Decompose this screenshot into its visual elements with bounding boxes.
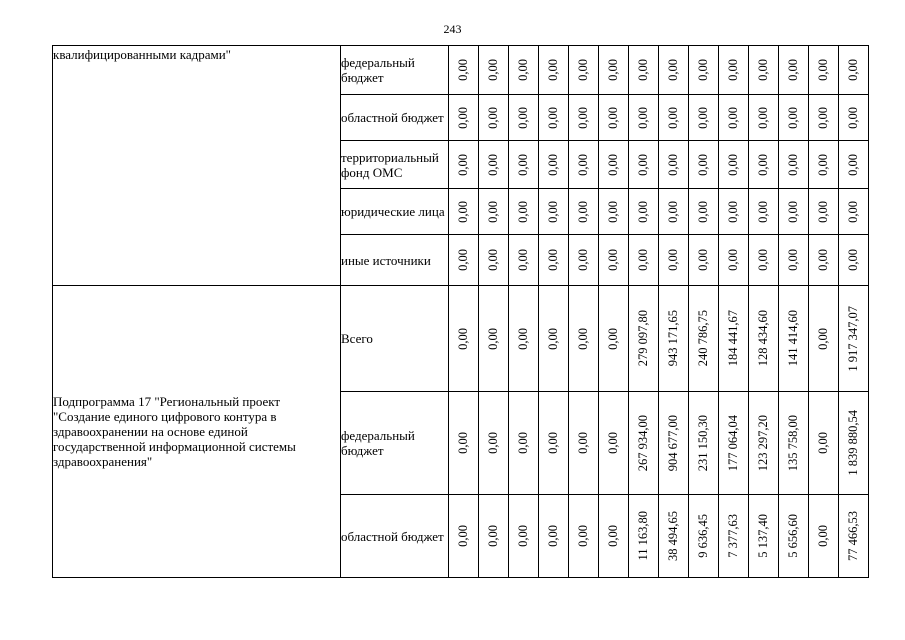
amount-value: 77 466,53 [846,511,860,561]
amount-cell [809,46,839,95]
amount-value: 0,00 [576,432,590,454]
amount-cell [509,392,539,495]
amount-value: 267 934,00 [636,414,650,472]
amount-value: 135 758,00 [786,414,800,472]
funding-source-cell [341,286,449,392]
amount-cell [809,141,839,189]
amount-value: 0,00 [546,59,560,81]
amount-value: 0,00 [486,525,500,547]
amount-value: 904 677,00 [666,414,680,472]
amount-value: 0,00 [786,59,800,81]
amount-value: 0,00 [456,153,470,176]
amount-cell [479,95,509,141]
amount-cell [569,189,599,235]
amount-value: 0,00 [486,153,500,176]
amount-value: 0,00 [816,327,830,350]
amount-cell [449,495,479,578]
amount-cell [659,495,689,578]
amount-cell [689,95,719,141]
amount-cell [719,286,749,392]
amount-cell [449,392,479,495]
amount-cell [509,235,539,286]
amount-value: 0,00 [516,106,530,129]
amount-value: 0,00 [606,249,620,271]
amount-value: 0,00 [576,327,590,350]
amount-cell [569,286,599,392]
amount-value: 0,00 [486,59,500,81]
amount-value: 7 377,63 [726,514,740,558]
amount-value: 184 441,67 [726,310,740,367]
amount-value: 0,00 [726,200,740,223]
amount-cell [689,495,719,578]
amount-cell [449,286,479,392]
amount-value: 0,00 [666,59,680,81]
amount-cell [479,235,509,286]
amount-value: 0,00 [516,200,530,223]
amount-value: 0,00 [666,153,680,176]
funding-source: Всего [341,331,373,346]
amount-value: 0,00 [456,200,470,223]
amount-value: 9 636,45 [696,514,710,558]
amount-cell [629,392,659,495]
amount-value: 0,00 [636,106,650,129]
amount-value: 0,00 [546,249,560,271]
amount-cell [569,95,599,141]
amount-cell [839,235,869,286]
amount-cell [599,141,629,189]
amount-value: 0,00 [516,249,530,271]
amount-value: 0,00 [666,249,680,271]
amount-value: 0,00 [786,153,800,176]
amount-value: 0,00 [546,525,560,547]
amount-cell [779,141,809,189]
amount-value: 0,00 [516,525,530,547]
amount-cell [779,286,809,392]
amount-cell [599,95,629,141]
amount-value: 0,00 [456,432,470,454]
amount-value: 5 656,60 [786,514,800,558]
amount-value: 0,00 [696,59,710,81]
amount-cell [599,46,629,95]
amount-value: 0,00 [846,249,860,271]
amount-cell [749,46,779,95]
amount-value: 0,00 [696,200,710,223]
amount-value: 0,00 [576,200,590,223]
amount-value: 0,00 [606,327,620,350]
funding-source-cell [341,189,449,235]
amount-cell [629,46,659,95]
amount-value: 0,00 [486,327,500,350]
table-row [53,46,869,95]
amount-value: 5 137,40 [756,514,770,558]
funding-source: федеральный бюджет [341,55,415,85]
funding-source-cell [341,392,449,495]
amount-value: 0,00 [756,249,770,271]
amount-value: 240 786,75 [696,310,710,367]
amount-cell [449,189,479,235]
amount-value: 0,00 [456,59,470,81]
amount-value: 0,00 [456,106,470,129]
funding-source: областной бюджет [341,528,444,544]
amount-cell [599,189,629,235]
amount-cell [749,141,779,189]
amount-cell [569,141,599,189]
amount-value: 0,00 [576,59,590,81]
amount-value: 0,00 [606,106,620,129]
amount-value: 0,00 [486,432,500,454]
amount-value: 0,00 [666,200,680,223]
amount-value: 0,00 [726,249,740,271]
amount-value: 0,00 [816,106,830,129]
amount-cell [539,95,569,141]
funding-source: юридические лица [341,204,445,219]
amount-value: 0,00 [816,525,830,547]
amount-cell [809,495,839,578]
amount-value: 0,00 [756,153,770,176]
amount-cell [749,392,779,495]
amount-cell [809,392,839,495]
program-title-cell [53,46,341,286]
amount-value: 0,00 [576,249,590,271]
amount-cell [629,286,659,392]
amount-cell [809,189,839,235]
amount-value: 0,00 [516,153,530,176]
amount-cell [779,235,809,286]
amount-cell [779,495,809,578]
amount-cell [779,189,809,235]
amount-cell [809,235,839,286]
amount-cell [689,392,719,495]
amount-value: 0,00 [606,153,620,176]
amount-cell [659,189,689,235]
amount-cell [599,495,629,578]
amount-cell [509,286,539,392]
amount-value: 0,00 [606,432,620,454]
amount-value: 0,00 [576,525,590,547]
amount-cell [809,95,839,141]
table-body [53,46,869,578]
amount-cell [659,46,689,95]
funding-source-cell [341,141,449,189]
amount-cell [659,286,689,392]
amount-cell [599,286,629,392]
amount-value: 0,00 [756,200,770,223]
funding-source: федеральный бюджет [341,428,415,458]
amount-value: 0,00 [666,106,680,129]
amount-value: 0,00 [726,59,740,81]
amount-cell [839,46,869,95]
amount-value: 0,00 [636,153,650,176]
amount-cell [719,495,749,578]
amount-cell [509,141,539,189]
amount-cell [569,46,599,95]
amount-value: 0,00 [636,200,650,223]
amount-value: 1 917 347,07 [846,305,860,372]
amount-value: 0,00 [606,200,620,223]
amount-cell [449,46,479,95]
amount-value: 0,00 [786,249,800,271]
program-title: Подпрограмма 17 "Региональный проект "Создание единого цифрового контура в здравоохранении на основе единой государственной информационной системы здравоохранения" [53,394,296,469]
program-title: квалифицированными кадрами" [53,47,231,62]
amount-value: 231 150,30 [696,414,710,472]
amount-value: 128 434,60 [756,310,770,367]
amount-cell [689,46,719,95]
amount-value: 0,00 [726,153,740,176]
amount-value: 123 297,20 [756,414,770,472]
amount-cell [539,286,569,392]
amount-cell [839,495,869,578]
amount-cell [479,392,509,495]
amount-cell [629,189,659,235]
amount-value: 0,00 [516,432,530,454]
amount-cell [599,392,629,495]
amount-cell [599,235,629,286]
amount-value: 177 064,04 [726,414,740,472]
amount-value: 0,00 [546,327,560,350]
amount-value: 1 839 880,54 [846,410,860,476]
amount-value: 0,00 [486,200,500,223]
amount-value: 279 097,80 [636,310,650,367]
amount-value: 0,00 [606,59,620,81]
amount-value: 0,00 [606,525,620,547]
amount-value: 0,00 [756,106,770,129]
amount-value: 0,00 [546,432,560,454]
amount-value: 0,00 [546,106,560,129]
amount-value: 943 171,65 [666,310,680,367]
amount-value: 0,00 [786,200,800,223]
amount-value: 0,00 [696,249,710,271]
amount-value: 38 494,65 [666,511,680,561]
amount-value: 0,00 [516,327,530,350]
amount-value: 0,00 [846,106,860,129]
amount-value: 0,00 [516,59,530,81]
amount-cell [449,235,479,286]
amount-cell [749,189,779,235]
amount-cell [539,235,569,286]
amount-value: 0,00 [576,106,590,129]
amount-value: 0,00 [486,106,500,129]
amount-cell [689,189,719,235]
amount-value: 0,00 [546,200,560,223]
amount-value: 0,00 [726,106,740,129]
amount-value: 0,00 [456,327,470,350]
amount-cell [509,46,539,95]
amount-cell [689,141,719,189]
amount-cell [719,235,749,286]
amount-cell [539,46,569,95]
amount-cell [629,495,659,578]
amount-cell [479,141,509,189]
amount-cell [659,235,689,286]
amount-value: 0,00 [636,249,650,271]
amount-cell [779,46,809,95]
amount-value: 0,00 [846,153,860,176]
amount-cell [449,141,479,189]
amount-cell [629,95,659,141]
funding-source-cell [341,495,449,578]
amount-cell [479,495,509,578]
amount-cell [659,392,689,495]
amount-cell [629,235,659,286]
amount-value: 0,00 [576,153,590,176]
amount-cell [539,495,569,578]
amount-cell [509,95,539,141]
amount-value: 0,00 [546,153,560,176]
amount-cell [479,189,509,235]
amount-value: 0,00 [486,249,500,271]
amount-value: 0,00 [456,249,470,271]
amount-cell [569,235,599,286]
amount-value: 0,00 [816,153,830,176]
funding-source-cell [341,95,449,141]
amount-cell [539,392,569,495]
amount-cell [569,392,599,495]
amount-value: 0,00 [816,59,830,81]
amount-value: 0,00 [456,525,470,547]
amount-value: 0,00 [816,432,830,454]
amount-value: 0,00 [816,249,830,271]
funding-source-cell [341,235,449,286]
amount-cell [839,286,869,392]
amount-cell [539,189,569,235]
amount-value: 0,00 [696,106,710,129]
amount-cell [479,286,509,392]
amount-cell [659,141,689,189]
amount-value: 0,00 [816,200,830,223]
amount-cell [749,95,779,141]
amount-cell [479,46,509,95]
amount-cell [719,141,749,189]
amount-cell [839,392,869,495]
funding-source: территориальный фонд ОМС [341,149,439,180]
amount-cell [779,392,809,495]
amount-value: 0,00 [846,59,860,81]
amount-cell [719,46,749,95]
amount-cell [689,286,719,392]
funding-source-cell [341,46,449,95]
page-number: 243 [443,22,462,36]
amount-value: 0,00 [846,200,860,223]
amount-cell [659,95,689,141]
budget-table [52,45,869,578]
amount-cell [809,286,839,392]
amount-value: 0,00 [786,106,800,129]
amount-cell [509,495,539,578]
amount-value: 0,00 [756,59,770,81]
amount-cell [749,235,779,286]
amount-cell [689,235,719,286]
amount-cell [839,189,869,235]
amount-cell [449,95,479,141]
amount-cell [749,495,779,578]
program-title-cell [53,286,341,578]
funding-source: иные источники [341,252,431,268]
amount-cell [539,141,569,189]
amount-cell [629,141,659,189]
amount-cell [569,495,599,578]
funding-source: областной бюджет [341,110,444,125]
amount-value: 11 163,80 [636,511,650,561]
amount-cell [779,95,809,141]
amount-cell [839,141,869,189]
amount-cell [749,286,779,392]
amount-value: 0,00 [636,59,650,81]
amount-cell [719,189,749,235]
amount-cell [509,189,539,235]
amount-value: 0,00 [696,153,710,176]
amount-value: 141 414,60 [786,310,800,367]
table-row [53,286,869,392]
amount-cell [719,392,749,495]
amount-cell [719,95,749,141]
amount-cell [839,95,869,141]
